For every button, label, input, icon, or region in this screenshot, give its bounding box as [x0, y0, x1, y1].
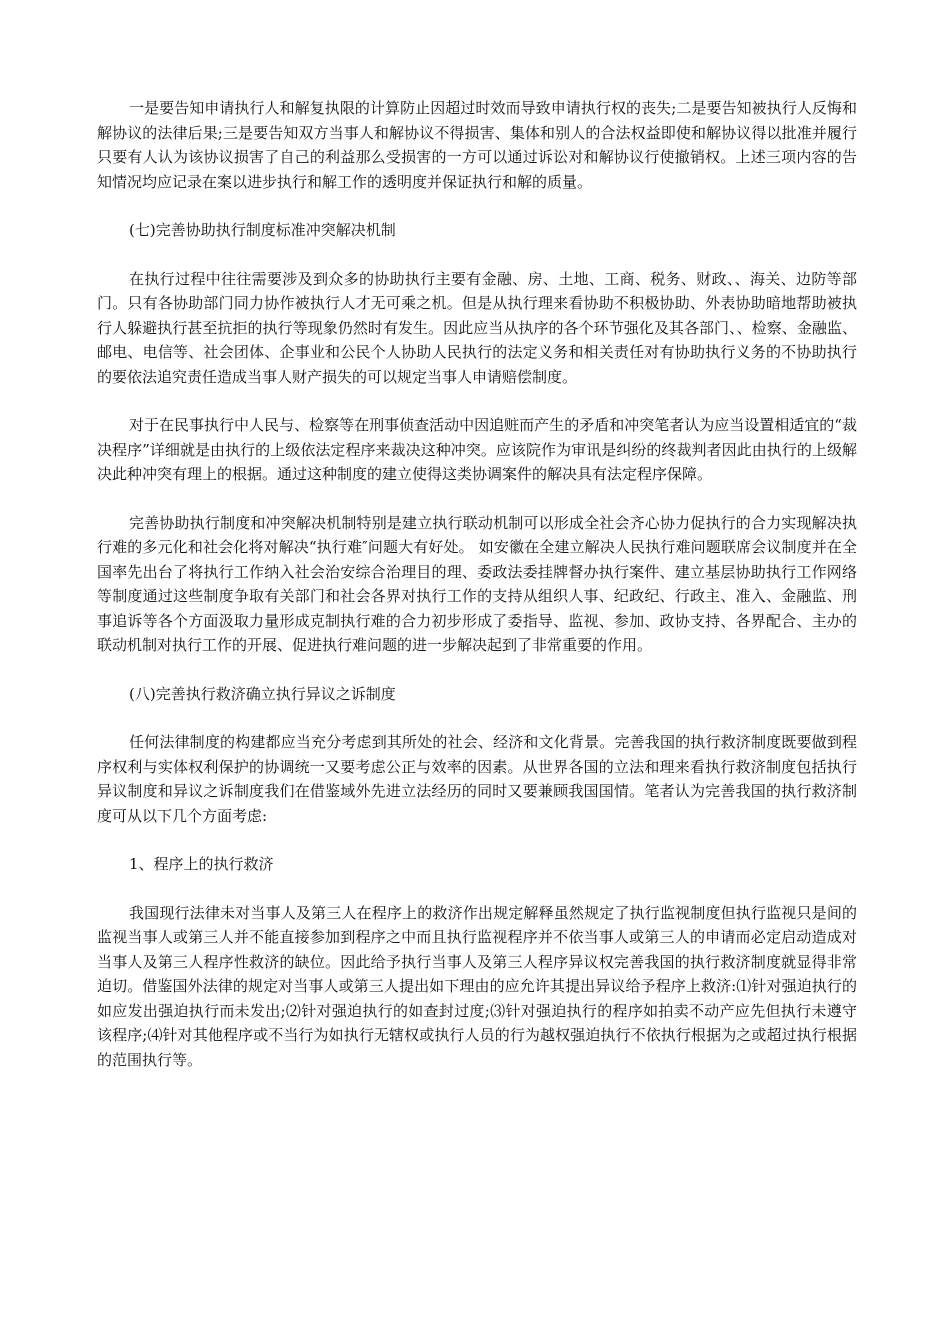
paragraph-settlement-notice: 一是要告知申请执行人和解复执限的计算防止因超过时效而导致申请执行权的丧失;二是要告知被执行人反悔和解协议的法律后果;三是要告知双方当事人和解协议不得损害、集体和别人的合法权益即使和解协议得以批准并履行只要有人认为该协议损害了自己的利益那么受损害的一方可以通过诉讼对和解协议行使撤销权。上述三项内容的告知情况均应记录在案以进步执行和解工作的透明度并保证执行和解的质量。 [97, 99, 857, 191]
section-heading-8: (八)完善执行救济确立执行异议之诉制度 [129, 684, 396, 703]
paragraph-remedy-system: 任何法律制度的构建都应当充分考虑到其所处的社会、经济和文化背景。完善我国的执行救济制度既要做到程序权利与实体权利保护的协调统一又要考虑公正与效率的因素。从世界各国的立法和理来看执行救济制度包括执行异议制度和异议之诉制度我们在借鉴域外先进立法经历的同时又要兼顾我国国情。笔者认为完善我国的执行救济制度可从以下几个方面考虑: [97, 733, 857, 825]
paragraph-ruling-procedure: 对于在民事执行中人民与、检察等在刑事侦查活动中因追赃而产生的矛盾和冲突笔者认为应当设置相适宜的“裁决程序”详细就是由执行的上级依法定程序来裁决这种冲突。应该院作为审讯是纠纷的终裁判者因此由执行的上级解决此种冲突有理上的根据。通过这种制度的建立使得这类协调案件的解决具有法定程序保障。 [97, 416, 857, 483]
document-body [97, 96, 857, 1096]
paragraph-procedural-remedy: 我国现行法律未对当事人及第三人在程序上的救济作出规定解释虽然规定了执行监视制度但执行监视只是间的监视当事人或第三人并不能直接参加到程序之中而且执行监视程序并不依当事人或第三人的申请而必定启动造成对当事人及第三人程序性救济的缺位。因此给予执行当事人及第三人程序异议权完善我国的执行救济制度就显得非常迫切。借鉴国外法律的规定对当事人或第三人提出如下理由的应允许其提出异议给予程序上救济:⑴针对强迫执行的如应发出强迫执行而未发出;⑵针对强迫执行的如查封过度;⑶针对强迫执行的程序如拍卖不动产应先但执行未遵守该程序;⑷针对其他程序或不当行为如执行无辖权或执行人员的行为越权强迫执行不依执行根据为之或超过执行根据的范围执行等。 [97, 903, 857, 1069]
paragraph-assist-execution: 在执行过程中往往需要涉及到众多的协助执行主要有金融、房、土地、工商、税务、财政、、海关、边防等部门。只有各协助部门同力协作被执行人才无可乘之机。但是从执行理来看协助不积极协助、外表协助暗地帮助被执行人躲避执行甚至抗拒的执行等现象仍然时有发生。因此应当从执序的各个环节强化及其各部门、、检察、金融监、邮电、电信等、社会团体、企事业和公民个人协助人民执行的法定义务和相关责任对有协助执行义务的不协助执行的要依法追究责任造成当事人财产损失的可以规定当事人申请赔偿制度。 [97, 269, 857, 386]
section-heading-7: (七)完善协助执行制度标准冲突解决机制 [129, 221, 396, 239]
subsection-heading-1: 1、程序上的执行救济 [129, 855, 274, 873]
paragraph-linkage-mechanism: 完善协助执行制度和冲突解决机制特别是建立执行联动机制可以形成全社会齐心协力促执行的合力实现解决执行难的多元化和社会化将对解决“执行难″问题大有好处。 如安徽在全建立解决人民执行难问题联席会议制度并在全国率先出台了将执行工作纳入社会治安综合治理目的理、委政法委挂牌督办执行案件、建立基层协助执行工作网络等制度通过这些制度争取有关部门和社会各界对执行工作的支持从组织人事、纪政纪、行政主、准入、金融监、刑事追诉等各个方面汲取力量形成克制执行难的合力初步形成了委指导、监视、参加、政协支持、各界配合、主办的联动机制对执行工作的开展、促进执行难问题的进一步解决起到了非常重要的作用。 [97, 513, 857, 654]
